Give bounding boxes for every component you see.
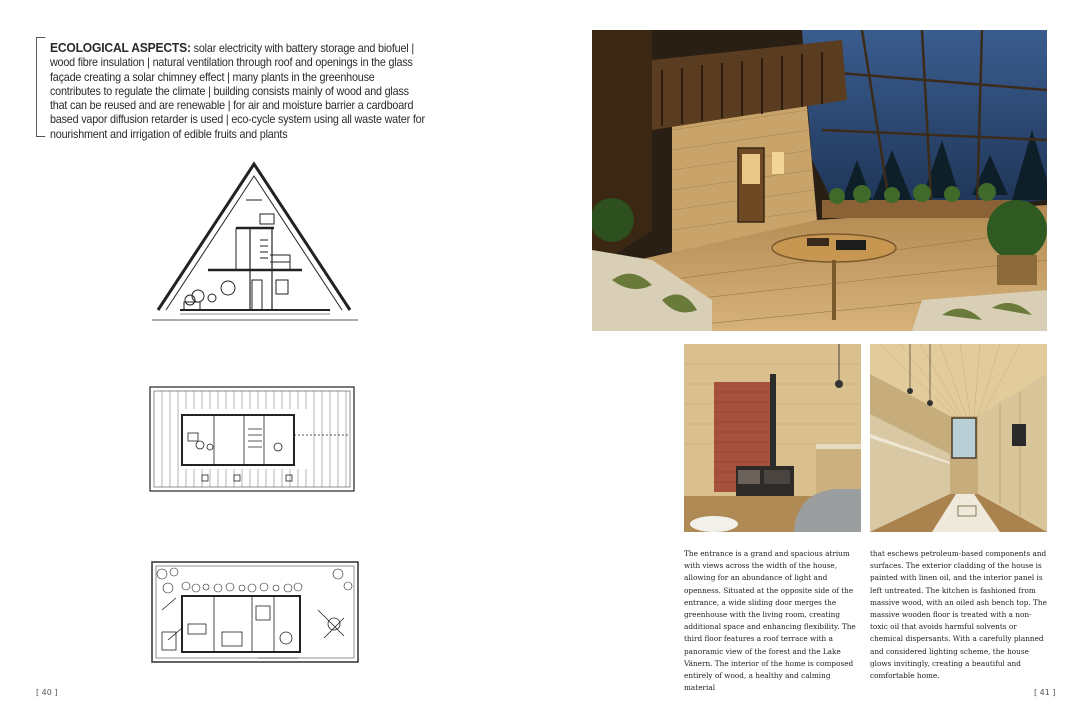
stove-photo bbox=[684, 344, 861, 532]
body-text-column-2: that eschews petroleum-based components and surfaces. The exterior cladding of the house is painted with linen oil, and the interior panel is left untreated. The kitchen is fashioned from massive wood, with an oiled ash bench top. The massive wooden floor is treated with a non-toxic oil that avoids harmful solvents or chemical dispersants. With a carefully planned and considered lighting scheme, the house glows invitingly, creating a beautiful and comfortable home. bbox=[870, 549, 1047, 681]
greenhouse-photo bbox=[592, 30, 1047, 331]
right-page bbox=[538, 0, 1076, 724]
eco-lead: ECOLOGICAL ASPECTS: bbox=[49, 40, 191, 55]
section-drawing bbox=[150, 160, 360, 325]
kitchen-photo bbox=[870, 344, 1047, 532]
page-number-left: [ 40 ] bbox=[36, 688, 58, 697]
body-text-column-1: The entrance is a grand and spacious atrium with views across the width of the house, allowing for an abundance of light and openness. Situated at the opposite side of the entrance, a wide sliding door merges the greenhouse with the living room, creating additional space and enhancing flexibility. The third floor features a roof terrace with a panoramic view of the forest and the Lake Vänern. The interior of the home is composed entirely of wood, a healthy and calming material bbox=[684, 549, 856, 693]
upper-floor-plan bbox=[148, 385, 358, 495]
ground-floor-plan bbox=[148, 558, 363, 670]
ecological-aspects-block bbox=[36, 37, 427, 141]
page-number-right: [ 41 ] bbox=[1034, 688, 1056, 697]
eco-text: solar electricity with battery storage and biofuel | wood fibre insulation | natural ventilation through roof and openings in the glass façade creating a solar chimney effect | many plants in the greenhouse contributes to regulate the climate | building consists mainly of wood and glass that can be reused and are renewable | for air and moisture barrier a cardboard based vapor diffusion retarder is used | eco-cycle system using all waste water for nourishment and irrigation of edible fruits and plants bbox=[49, 42, 425, 141]
